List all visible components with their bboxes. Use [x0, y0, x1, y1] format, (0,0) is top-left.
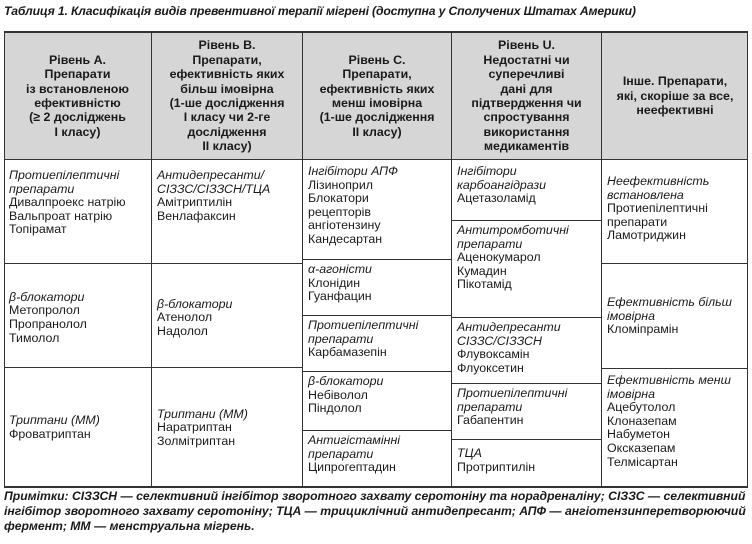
rule-h — [451, 383, 601, 384]
cell-u-tca — [452, 444, 601, 486]
drug-group-label: ТЦА — [457, 446, 482, 460]
cell-u-antiepileptic — [452, 384, 601, 439]
drug-group-label: встановлена — [607, 187, 684, 202]
cell-content — [607, 374, 743, 469]
cell-content — [308, 263, 446, 304]
drug-group-label: Інгібітори — [457, 164, 517, 178]
drug-group-label: β-блокатори — [157, 296, 233, 311]
header-line: використання — [483, 124, 570, 139]
drug-group-label: Протиепілептичні — [308, 318, 419, 332]
cell-content — [9, 291, 146, 345]
header-line: (≥ 2 досліджень — [29, 110, 126, 125]
drug-name: Небіволол — [308, 387, 368, 402]
header-line: Рівень В. — [198, 38, 256, 53]
cell-b-triptans — [152, 370, 302, 486]
drug-name: Клонідин — [308, 275, 361, 290]
drug-name: Блокатори — [308, 191, 369, 206]
drug-name: Вальпроат натрію — [9, 208, 113, 223]
header-line: які, скоріше за все, — [616, 88, 734, 103]
cell-a-antiepileptic — [4, 166, 151, 266]
drug-group-label: препарати — [457, 236, 523, 251]
header-line: дані для — [500, 81, 553, 96]
header-line: ефективністю — [34, 96, 121, 110]
cell-content — [9, 414, 146, 441]
rule-h — [601, 368, 748, 369]
header-text — [471, 38, 581, 153]
cell-content — [308, 165, 446, 247]
rule-h — [451, 317, 601, 318]
cell-content — [157, 169, 297, 223]
drug-group-label: Інгібітори АПФ — [308, 164, 398, 178]
rule-h — [302, 371, 451, 372]
header-line: Інше. Препарати, — [622, 74, 728, 89]
drug-group-label: Протиепілептичні — [9, 168, 120, 182]
cell-content — [607, 296, 743, 337]
header-level-a — [4, 31, 151, 160]
drug-group-label: Антидепресанти/ — [157, 168, 265, 182]
drug-name: Фроватриптан — [9, 427, 91, 441]
header-text — [617, 74, 734, 117]
header-line: Препарати — [44, 67, 111, 82]
cell-c-beta-blockers — [303, 372, 451, 431]
drug-name: Наратриптан — [157, 420, 232, 435]
header-level-u — [452, 31, 601, 160]
drug-name: Аценокумарол — [457, 250, 541, 265]
drug-group-label: препарати — [308, 331, 374, 346]
drug-name: Гуанфацин — [308, 289, 372, 304]
rule-h — [302, 315, 451, 316]
drug-name: Кумадин — [457, 263, 507, 278]
cell-content — [308, 375, 446, 416]
cell-content — [457, 165, 596, 206]
drug-group-label: Триптани (ММ) — [157, 406, 248, 421]
rule-v — [451, 31, 452, 487]
table-footnote: Примітки: СІЗЗСН — селективний інгібітор зворотного захвату серотоніну та норадреналіну; СІЗЗС — селективний інгібітор зворотного захвату серотоніну; ТЦА — трициклічний антидепресант; АПФ — ангіотензинперетворюючий фермент; ММ — менструальна мігрень. — [4, 489, 746, 534]
cell-content — [457, 224, 596, 292]
cell-content — [607, 175, 743, 243]
rule-v — [747, 31, 748, 487]
drug-group-label: α-агоністи — [308, 262, 372, 276]
drug-group-label: СІЗЗС/СІЗЗСН — [457, 333, 542, 348]
drug-name: Амітриптилін — [157, 195, 233, 210]
drug-name: Ламотриджин — [607, 228, 686, 243]
drug-name: Ацебутолол — [607, 400, 676, 415]
rule-h — [302, 259, 451, 260]
cell-u-antidepressants — [452, 318, 601, 384]
header-line: Препарати, — [192, 52, 262, 67]
table-caption: Таблиця 1. Класифікація видів превентивної терапії мігрені (доступна у Сполучених Штатах Америки) — [4, 4, 636, 18]
drug-name: Ципрогептадин — [308, 460, 396, 475]
rule-v — [4, 31, 5, 487]
header-line: ефективність яких — [169, 67, 285, 82]
cell-content — [308, 319, 446, 360]
column-level-a — [4, 31, 151, 487]
drug-name: Клоназепам — [607, 413, 677, 428]
classification-table — [4, 31, 748, 487]
drug-name: ангіотензину — [308, 218, 381, 233]
drug-name: Метопролол — [9, 303, 80, 318]
drug-group-label: препарати — [9, 181, 75, 196]
rule-h — [451, 220, 601, 221]
rule-h — [302, 430, 451, 431]
drug-name: Телмісартан — [607, 454, 678, 469]
header-text — [26, 53, 129, 139]
header-line: ІІ класу) — [352, 124, 402, 139]
drug-group-label: Триптани (ММ) — [9, 413, 100, 428]
drug-name: Карбамазепін — [308, 345, 387, 360]
cell-c-ace-inhibitors — [303, 162, 451, 259]
drug-group-label: Антидепресанти — [457, 320, 561, 334]
column-other — [602, 31, 748, 487]
cell-content — [157, 298, 297, 339]
drug-name: Набуметон — [607, 427, 670, 442]
cell-other-less-likely — [602, 371, 748, 486]
drug-name: препарати — [607, 214, 668, 229]
header-line: спростування — [483, 110, 570, 125]
header-line: суперечливі — [488, 67, 565, 82]
drug-group-label: Антитромботичні — [457, 223, 569, 237]
header-text — [170, 38, 285, 153]
header-line: Препарати, — [342, 67, 412, 82]
header-line: І класу чи 2-ге — [183, 110, 271, 125]
cell-a-triptans — [4, 370, 151, 486]
rule-h — [4, 263, 302, 264]
drug-group-label: препарати — [457, 399, 523, 414]
drug-name: Кломіпрамін — [607, 322, 679, 337]
rule-h — [451, 439, 601, 440]
drug-name: Ацетазоламід — [457, 191, 536, 206]
drug-name: Оксказепам — [607, 440, 676, 455]
header-line: ефективність яких — [319, 81, 435, 96]
drug-group-label: β-блокатори — [9, 289, 85, 304]
cell-b-beta-blockers — [152, 266, 302, 370]
drug-name: Кандесартан — [308, 231, 383, 246]
rule-v — [151, 31, 152, 487]
drug-group-label: СІЗЗС/СІЗЗСН/ТЦА — [157, 181, 271, 196]
header-line: Рівень А. — [48, 52, 106, 67]
cell-a-beta-blockers — [4, 266, 151, 370]
header-level-c — [303, 31, 451, 160]
drug-name: рецепторів — [308, 204, 371, 219]
header-line: неефективні — [636, 103, 714, 118]
drug-group-label: карбоангідрази — [457, 177, 547, 192]
header-line: (1-ше дослідження — [319, 110, 435, 125]
header-line: Рівень U. — [497, 38, 555, 53]
header-line: (1-ше дослідження — [169, 96, 285, 110]
header-line: І класу) — [54, 124, 101, 139]
drug-name: Дивалпроекс натрію — [9, 195, 126, 210]
column-level-u — [452, 31, 601, 487]
header-line: медикаментів — [483, 139, 570, 154]
cell-other-ineffective — [602, 172, 748, 260]
header-line: Рівень С. — [348, 52, 406, 67]
cell-c-alpha-agonists — [303, 260, 451, 316]
cell-content — [308, 434, 446, 475]
header-text — [320, 53, 435, 139]
drug-name: Флувоксамін — [457, 347, 530, 362]
drug-name: Надолол — [157, 323, 208, 338]
header-line: підтвердження чи — [471, 96, 582, 110]
header-other — [602, 31, 748, 160]
drug-name: Лізиноприл — [308, 177, 373, 192]
rule-h — [4, 367, 302, 368]
drug-group-label: Ефективність менш — [607, 373, 731, 387]
column-level-b — [152, 31, 302, 487]
cell-u-carbonic-anhydrase — [452, 162, 601, 220]
header-line: Недостатні чи — [483, 52, 570, 67]
drug-name: Венлафаксин — [157, 208, 236, 223]
table-bottom-rule — [4, 486, 748, 488]
drug-name: Протиепілептичні — [607, 201, 708, 216]
drug-group-label: імовірна — [607, 308, 655, 323]
drug-name: Пікотамід — [457, 277, 512, 292]
cell-u-antithrombotic — [452, 221, 601, 317]
cell-c-antiepileptic — [303, 316, 451, 372]
header-level-b — [152, 31, 302, 160]
drug-name: Піндолол — [308, 401, 362, 416]
rule-v — [601, 31, 602, 487]
drug-group-label: Протиепілептичні — [457, 386, 568, 400]
drug-group-label: Антигістамінні — [308, 433, 401, 447]
drug-name: Золмітриптан — [157, 433, 236, 448]
header-line: дослідження — [187, 124, 267, 139]
drug-name: Топірамат — [9, 222, 67, 237]
header-line: більш імовірна — [180, 81, 274, 96]
header-line: із встановленою — [26, 81, 129, 96]
cell-b-antidepressants — [152, 166, 302, 266]
cell-content — [9, 169, 146, 237]
drug-group-label: препарати — [308, 446, 374, 461]
cell-content — [457, 387, 596, 428]
cell-c-antihistamines — [303, 431, 451, 486]
cell-content — [157, 408, 297, 449]
cell-other-more-likely — [602, 265, 748, 368]
drug-group-label: Неефективність — [607, 174, 710, 188]
drug-name: Тимолол — [9, 330, 60, 345]
header-line: ІІ класу) — [202, 139, 252, 154]
cell-content — [457, 321, 596, 375]
drug-name: Флуоксетин — [457, 360, 524, 375]
drug-group-label: Ефективність більш — [607, 295, 732, 310]
drug-name: Пропранолол — [9, 317, 87, 331]
header-line: менш імовірна — [331, 96, 423, 110]
drug-name: Протриптилін — [457, 459, 536, 474]
drug-group-label: імовірна — [607, 386, 655, 401]
drug-name: Атенолол — [157, 310, 213, 325]
rule-h — [601, 263, 748, 264]
drug-group-label: β-блокатори — [308, 374, 384, 388]
cell-content — [457, 447, 596, 474]
drug-name: Габапентин — [457, 413, 524, 428]
